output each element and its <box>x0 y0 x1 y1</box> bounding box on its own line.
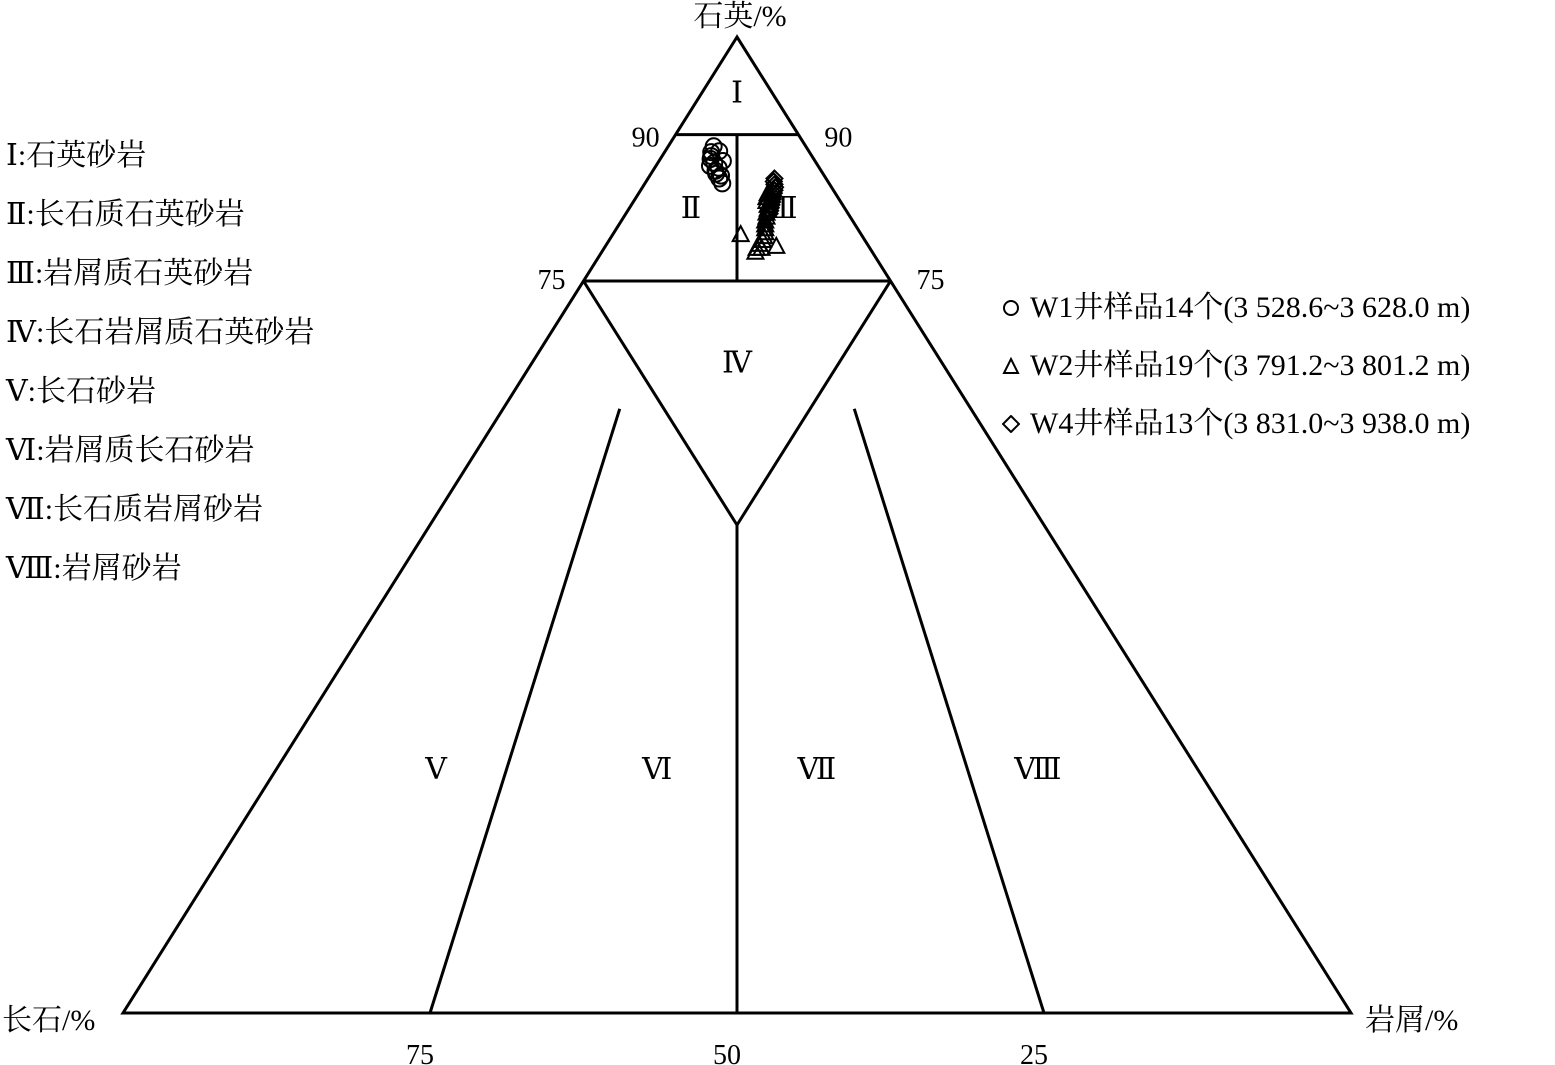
class-item-III: Ⅲ:岩屑质石英砂岩 <box>6 257 254 290</box>
tick-label-right-75: 75 <box>916 265 945 296</box>
field-label-VIII: Ⅷ <box>1014 753 1062 786</box>
field-label-I: Ⅰ <box>731 76 743 110</box>
class-item-IV: Ⅳ:长石岩屑质石英砂岩 <box>6 316 315 349</box>
class-item-V: Ⅴ:长石砂岩 <box>6 375 157 408</box>
class-item-II: Ⅱ:长石质石英砂岩 <box>6 198 245 231</box>
class-item-I: Ⅰ:石英砂岩 <box>6 139 147 172</box>
tick-label-left-75: 75 <box>537 265 566 296</box>
triangle-marker-icon <box>1002 357 1020 375</box>
classification-list <box>6 136 314 608</box>
circle-marker-icon <box>1002 299 1020 317</box>
axis-label-quartz: 石英/% <box>693 0 787 33</box>
axis-label-lithic: 岩屑/% <box>1365 1004 1459 1037</box>
legend-item-w2: W2井样品19个(3 791.2~3 801.2 m) <box>1002 337 1470 395</box>
class-item-VIII: Ⅷ:岩屑砂岩 <box>6 552 182 585</box>
field-label-III: Ⅲ <box>768 191 798 225</box>
boundary-vii-viii <box>854 409 1044 1013</box>
boundary-v-vi <box>430 409 620 1013</box>
tick-label-left-90: 90 <box>631 122 660 154</box>
field-label-VII: Ⅶ <box>797 753 837 786</box>
tick-label-bottom-75: 75 <box>406 1040 434 1065</box>
field-label-VI: Ⅵ <box>642 753 673 786</box>
w2-point <box>733 226 749 241</box>
class-item-VI: Ⅵ:岩屑质长石砂岩 <box>6 434 255 467</box>
axis-label-feldspar: 长石/% <box>2 1004 96 1037</box>
class-item-VII: Ⅶ:长石质岩屑砂岩 <box>6 493 264 526</box>
tick-label-bottom-50: 50 <box>713 1040 741 1065</box>
diamond-marker-icon <box>1002 415 1020 433</box>
boundary-iv-right <box>737 281 891 525</box>
legend-item-w4: W4井样品13个(3 831.0~3 938.0 m) <box>1002 395 1470 453</box>
field-label-II: Ⅱ <box>680 191 702 225</box>
tick-label-bottom-25: 25 <box>1020 1040 1048 1065</box>
tick-label-right-90: 90 <box>824 122 853 154</box>
legend-item-w1: W1井样品14个(3 528.6~3 628.0 m) <box>1002 279 1470 337</box>
field-label-V: Ⅴ <box>425 753 447 786</box>
boundary-iv-left <box>584 281 738 525</box>
legend <box>1002 279 1470 453</box>
field-label-IV: Ⅳ <box>722 346 752 380</box>
